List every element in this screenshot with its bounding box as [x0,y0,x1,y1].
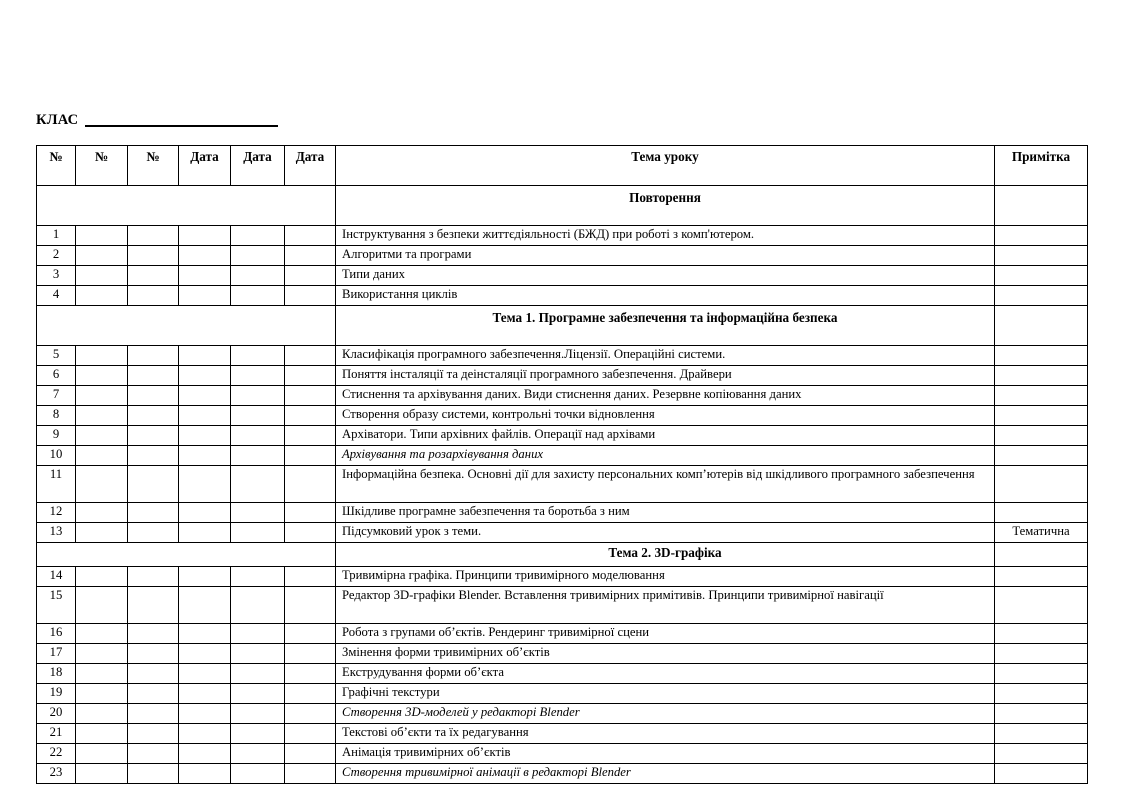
date-cell-1[interactable] [179,704,231,724]
lesson-topic: Поняття інсталяції та деінсталяції програмного забезпечення. Драйвери [336,366,995,386]
lesson-number-alt-1[interactable] [76,346,128,366]
lesson-number-alt-2[interactable] [128,406,179,426]
date-cell-3[interactable] [285,346,336,366]
date-cell-3[interactable] [285,503,336,523]
column-header-num1: № [37,146,76,186]
lesson-topic: Архівування та розархівування даних [336,446,995,466]
lesson-number-alt-2[interactable] [128,503,179,523]
section-note-cell[interactable] [995,543,1088,567]
lesson-topic: Підсумковий урок з теми. [336,523,995,543]
date-cell-3[interactable] [285,684,336,704]
lesson-number-alt-2[interactable] [128,624,179,644]
date-cell-3[interactable] [285,664,336,684]
lesson-number-alt-2[interactable] [128,386,179,406]
lesson-number-alt-1[interactable] [76,426,128,446]
column-header-topic: Тема уроку [336,146,995,186]
date-cell-2[interactable] [231,664,285,684]
column-header-num2: № [76,146,128,186]
table-row [37,286,1088,306]
date-cell-3[interactable] [285,744,336,764]
table-row [37,406,1088,426]
date-cell-1[interactable] [179,466,231,503]
date-cell-1[interactable] [179,446,231,466]
lesson-number-alt-1[interactable] [76,664,128,684]
date-cell-2[interactable] [231,446,285,466]
lesson-number: 6 [37,366,76,386]
lesson-topic: Створення образу системи, контрольні точки відновлення [336,406,995,426]
date-cell-1[interactable] [179,386,231,406]
table-row [37,466,1088,503]
date-cell-2[interactable] [231,366,285,386]
date-cell-2[interactable] [231,587,285,624]
lesson-number-alt-2[interactable] [128,684,179,704]
lesson-topic: Редактор 3D-графіки Blender. Вставлення тривимірних примітивів. Принципи тривимірної навігації [336,587,995,624]
date-cell-2[interactable] [231,266,285,286]
lesson-number: 18 [37,664,76,684]
lesson-number-alt-1[interactable] [76,266,128,286]
lesson-note[interactable] [995,446,1088,466]
date-cell-1[interactable] [179,226,231,246]
date-cell-1[interactable] [179,366,231,386]
date-cell-2[interactable] [231,466,285,503]
table-row [37,523,1088,543]
date-cell-3[interactable] [285,246,336,266]
lesson-number-alt-1[interactable] [76,406,128,426]
date-cell-1[interactable] [179,624,231,644]
lesson-topic: Графічні текстури [336,684,995,704]
lesson-number-alt-2[interactable] [128,286,179,306]
lesson-note[interactable] [995,466,1088,503]
lesson-plan-table [36,145,1088,784]
date-cell-1[interactable] [179,587,231,624]
lesson-number-alt-2[interactable] [128,446,179,466]
lesson-number-alt-1[interactable] [76,286,128,306]
date-cell-2[interactable] [231,406,285,426]
date-cell-2[interactable] [231,226,285,246]
date-cell-2[interactable] [231,503,285,523]
lesson-number-alt-2[interactable] [128,346,179,366]
lesson-topic: Інформаційна безпека. Основні дії для захисту персональних комп’ютерів від шкідливого програмного забезпечення [336,466,995,503]
lesson-number-alt-2[interactable] [128,366,179,386]
lesson-number: 17 [37,644,76,664]
lesson-number: 5 [37,346,76,366]
lesson-note[interactable] [995,587,1088,624]
lesson-number-alt-2[interactable] [128,587,179,624]
date-cell-1[interactable] [179,406,231,426]
date-cell-2[interactable] [231,624,285,644]
lesson-number-alt-2[interactable] [128,567,179,587]
lesson-number-alt-1[interactable] [76,567,128,587]
lesson-topic: Класифікація програмного забезпечення.Ліцензії. Операційні системи. [336,346,995,366]
date-cell-3[interactable] [285,426,336,446]
date-cell-2[interactable] [231,744,285,764]
table-row [37,386,1088,406]
lesson-number-alt-2[interactable] [128,426,179,446]
lesson-number-alt-2[interactable] [128,266,179,286]
lesson-number: 2 [37,246,76,266]
lesson-note[interactable] [995,684,1088,704]
lesson-number-alt-1[interactable] [76,704,128,724]
section-header-row [37,186,1088,226]
section-title: Тема 2. 3D-графіка [336,543,995,567]
lesson-number-alt-1[interactable] [76,503,128,523]
date-cell-3[interactable] [285,226,336,246]
date-cell-2[interactable] [231,644,285,664]
lesson-number: 19 [37,684,76,704]
lesson-note[interactable] [995,624,1088,644]
lesson-topic: Алгоритми та програми [336,246,995,266]
column-header-date1: Дата [179,146,231,186]
lesson-number: 14 [37,567,76,587]
section-note-cell[interactable] [995,306,1088,346]
date-cell-1[interactable] [179,523,231,543]
table-row [37,426,1088,446]
date-cell-3[interactable] [285,286,336,306]
date-cell-1[interactable] [179,744,231,764]
lesson-number-alt-1[interactable] [76,246,128,266]
table-row [37,764,1088,784]
lesson-number-alt-2[interactable] [128,644,179,664]
lesson-number-alt-2[interactable] [128,523,179,543]
lesson-note[interactable] [995,764,1088,784]
lesson-note[interactable] [995,226,1088,246]
date-cell-3[interactable] [285,764,336,784]
lesson-number: 7 [37,386,76,406]
lesson-note[interactable]: Тематична [995,523,1088,543]
lesson-note[interactable] [995,704,1088,724]
section-row-blank-cells[interactable] [37,186,336,226]
lesson-number-alt-1[interactable] [76,466,128,503]
lesson-note[interactable] [995,366,1088,386]
column-header-num3: № [128,146,179,186]
date-cell-3[interactable] [285,446,336,466]
table-row [37,446,1088,466]
table-body [37,186,1088,784]
lesson-topic: Типи даних [336,266,995,286]
lesson-number-alt-2[interactable] [128,226,179,246]
section-row-blank-cells[interactable] [37,543,336,567]
class-fill-in-rule[interactable] [85,124,278,127]
date-cell-3[interactable] [285,567,336,587]
lesson-note[interactable] [995,644,1088,664]
date-cell-3[interactable] [285,724,336,744]
date-cell-2[interactable] [231,286,285,306]
lesson-number: 8 [37,406,76,426]
section-title: Тема 1. Програмне забезпечення та інформаційна безпека [336,306,995,346]
lesson-number-alt-1[interactable] [76,644,128,664]
lesson-number-alt-1[interactable] [76,724,128,744]
lesson-number: 20 [37,704,76,724]
lesson-number: 13 [37,523,76,543]
lesson-number: 21 [37,724,76,744]
date-cell-2[interactable] [231,426,285,446]
date-cell-1[interactable] [179,503,231,523]
lesson-note[interactable] [995,503,1088,523]
lesson-number-alt-2[interactable] [128,764,179,784]
table-row [37,226,1088,246]
lesson-topic: Створення тривимірної анімації в редакторі Blender [336,764,995,784]
table-head [37,146,1088,186]
lesson-number: 1 [37,226,76,246]
lesson-number: 9 [37,426,76,446]
lesson-topic: Змінення форми тривимірних об’єктів [336,644,995,664]
table-row [37,664,1088,684]
lesson-note[interactable] [995,286,1088,306]
lesson-note[interactable] [995,724,1088,744]
class-label: КЛАС [36,112,79,128]
table-row [37,346,1088,366]
lesson-topic: Інструктування з безпеки життєдіяльності (БЖД) при роботі з комп'ютером. [336,226,995,246]
date-cell-2[interactable] [231,764,285,784]
lesson-topic: Архіватори. Типи архівних файлів. Операції над архівами [336,426,995,446]
lesson-number-alt-1[interactable] [76,684,128,704]
table-row [37,684,1088,704]
date-cell-2[interactable] [231,386,285,406]
column-header-date2: Дата [231,146,285,186]
lesson-number: 15 [37,587,76,624]
table-row [37,624,1088,644]
lesson-note[interactable] [995,426,1088,446]
lesson-number: 11 [37,466,76,503]
lesson-number-alt-2[interactable] [128,664,179,684]
date-cell-3[interactable] [285,466,336,503]
lesson-topic: Анімація тривимірних об’єктів [336,744,995,764]
section-note-cell[interactable] [995,186,1088,226]
date-cell-2[interactable] [231,246,285,266]
lesson-number-alt-1[interactable] [76,744,128,764]
date-cell-1[interactable] [179,764,231,784]
date-cell-3[interactable] [285,406,336,426]
section-header-row [37,543,1088,567]
lesson-number-alt-2[interactable] [128,724,179,744]
lesson-number: 22 [37,744,76,764]
lesson-note[interactable] [995,386,1088,406]
lesson-note[interactable] [995,246,1088,266]
date-cell-3[interactable] [285,624,336,644]
lesson-number-alt-2[interactable] [128,466,179,503]
date-cell-3[interactable] [285,366,336,386]
lesson-number-alt-2[interactable] [128,704,179,724]
lesson-topic: Стиснення та архівування даних. Види стиснення даних. Резервне копіювання даних [336,386,995,406]
lesson-number-alt-1[interactable] [76,226,128,246]
date-cell-1[interactable] [179,266,231,286]
section-title: Повторення [336,186,995,226]
date-cell-3[interactable] [285,704,336,724]
lesson-topic: Шкідливе програмне забезпечення та боротьба з ним [336,503,995,523]
date-cell-2[interactable] [231,346,285,366]
table-row [37,567,1088,587]
table-row [37,744,1088,764]
lesson-number-alt-1[interactable] [76,764,128,784]
lesson-number-alt-2[interactable] [128,246,179,266]
date-cell-1[interactable] [179,664,231,684]
lesson-number: 4 [37,286,76,306]
lesson-topic: Робота з групами об’єктів. Рендеринг тривимірної сцени [336,624,995,644]
lesson-topic: Текстові об’єкти та їх редагування [336,724,995,744]
date-cell-1[interactable] [179,567,231,587]
table-row [37,503,1088,523]
date-cell-2[interactable] [231,684,285,704]
table-header-row [37,146,1088,186]
date-cell-1[interactable] [179,286,231,306]
lesson-note[interactable] [995,406,1088,426]
lesson-topic: Екструдування форми об’єкта [336,664,995,684]
date-cell-2[interactable] [231,567,285,587]
lesson-note[interactable] [995,346,1088,366]
date-cell-1[interactable] [179,426,231,446]
table-row [37,724,1088,744]
table-row [37,587,1088,624]
date-cell-2[interactable] [231,523,285,543]
lesson-number: 16 [37,624,76,644]
date-cell-3[interactable] [285,266,336,286]
date-cell-2[interactable] [231,704,285,724]
table-row [37,644,1088,664]
class-heading [36,113,278,128]
date-cell-3[interactable] [285,523,336,543]
lesson-topic: Тривимірна графіка. Принципи тривимірного моделювання [336,567,995,587]
date-cell-3[interactable] [285,386,336,406]
lesson-number-alt-1[interactable] [76,366,128,386]
lesson-note[interactable] [995,266,1088,286]
date-cell-1[interactable] [179,684,231,704]
date-cell-1[interactable] [179,724,231,744]
table-row [37,366,1088,386]
lesson-number-alt-1[interactable] [76,523,128,543]
date-cell-2[interactable] [231,724,285,744]
date-cell-1[interactable] [179,644,231,664]
table-row [37,266,1088,286]
lesson-topic: Створення 3D-моделей у редакторі Blender [336,704,995,724]
date-cell-1[interactable] [179,246,231,266]
lesson-number: 10 [37,446,76,466]
date-cell-3[interactable] [285,644,336,664]
lesson-number-alt-1[interactable] [76,386,128,406]
section-row-blank-cells[interactable] [37,306,336,346]
lesson-number: 3 [37,266,76,286]
lesson-note[interactable] [995,744,1088,764]
table-row [37,704,1088,724]
lesson-number-alt-2[interactable] [128,744,179,764]
section-header-row [37,306,1088,346]
date-cell-3[interactable] [285,587,336,624]
date-cell-1[interactable] [179,346,231,366]
lesson-note[interactable] [995,567,1088,587]
lesson-note[interactable] [995,664,1088,684]
table-row [37,246,1088,266]
lesson-number-alt-1[interactable] [76,446,128,466]
lesson-number: 23 [37,764,76,784]
column-header-note: Примітка [995,146,1088,186]
lesson-topic: Використання циклів [336,286,995,306]
lesson-number-alt-1[interactable] [76,587,128,624]
lesson-number-alt-1[interactable] [76,624,128,644]
column-header-date3: Дата [285,146,336,186]
lesson-number: 12 [37,503,76,523]
